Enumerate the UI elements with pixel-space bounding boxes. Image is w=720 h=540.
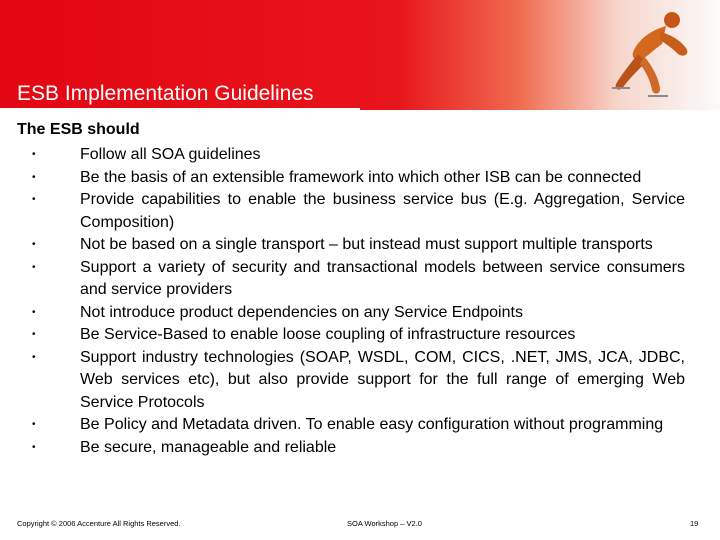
- footer-workshop-label: SOA Workshop – V2.0: [347, 519, 422, 528]
- bullet-icon: •: [32, 261, 36, 273]
- bullet-icon: •: [32, 171, 36, 183]
- list-item: [17, 414, 685, 437]
- slide-header: [0, 0, 720, 110]
- list-item: [17, 437, 685, 460]
- list-item-text: Be secure, manageable and reliable: [80, 438, 337, 456]
- bullet-icon: •: [32, 419, 36, 430]
- header-underline: [0, 108, 360, 110]
- list-item-text: Be Service-Based to enable loose coupling of infrastructure resources: [80, 326, 576, 343]
- list-item-text: Be the basis of an extensible framework into which other ISB can be connected: [80, 168, 642, 186]
- list-item: [17, 347, 685, 415]
- content-heading: The ESB should: [17, 121, 140, 138]
- list-item: [17, 257, 685, 302]
- list-item: [17, 167, 685, 190]
- bullet-icon: •: [32, 441, 36, 453]
- list-item-text: Support industry technologies (SOAP, WSDL, COM, CICS, .NET, JMS, JCA, JDBC, Web services etc), but also provide support for the full range of emerging Web Service Protocols: [80, 348, 685, 411]
- slide-title: ESB Implementation Guidelines: [17, 82, 314, 105]
- list-item: [17, 234, 685, 257]
- list-item: [17, 324, 685, 347]
- list-item-text: Not be based on a single transport – but instead must support multiple transports: [80, 236, 653, 253]
- list-item-text: Support a variety of security and transactional models between service consumers and service providers: [80, 258, 685, 298]
- bullet-icon: •: [32, 306, 36, 318]
- list-item: [17, 144, 685, 167]
- footer-copyright: Copyright © 2006 Accenture All Rights Reserved.: [17, 519, 181, 528]
- list-item-text: Follow all SOA guidelines: [80, 146, 261, 163]
- list-item: [17, 189, 685, 234]
- list-item-text: Provide capabilities to enable the business service bus (E.g. Aggregation, Service Composition): [80, 191, 685, 231]
- speed-skater-image: [600, 4, 710, 106]
- bullet-icon: •: [32, 351, 36, 363]
- footer-page-number: 19: [690, 519, 699, 528]
- bullet-icon: •: [32, 239, 36, 250]
- list-item: [17, 302, 685, 325]
- bullet-icon: •: [32, 194, 36, 205]
- list-item-text: Be Policy and Metadata driven. To enable easy configuration without programming: [80, 416, 664, 433]
- list-item-text: Not introduce product dependencies on any Service Endpoints: [80, 303, 523, 321]
- guideline-list: [17, 144, 685, 459]
- bullet-icon: •: [32, 329, 36, 340]
- bullet-icon: •: [32, 149, 36, 160]
